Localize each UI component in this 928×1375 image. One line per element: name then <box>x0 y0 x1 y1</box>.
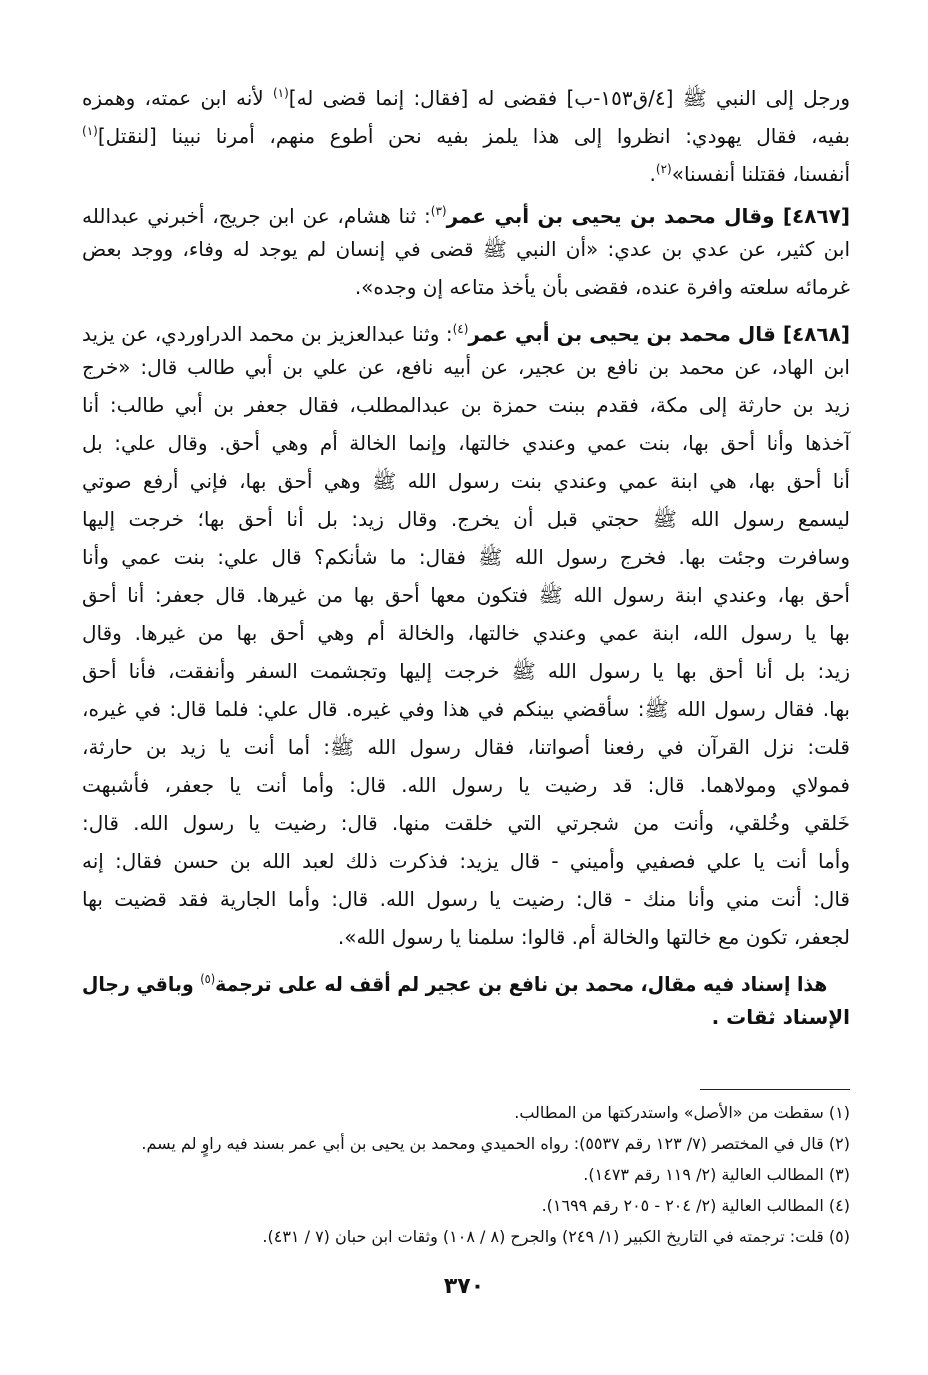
text-line <box>82 804 850 842</box>
text-line <box>81 960 850 998</box>
text-line <box>82 230 850 268</box>
text-line <box>82 500 850 538</box>
text-span: ابن كثير، عن عدي بن عدي: «أن النبي ﷺ قضى في إنسان لم يوجد له وفاء، ووجد بعض <box>82 237 850 261</box>
text-span: زيد بن حارثة إلى مكة، فقدم ببنت حمزة بن عبدالمطلب، فقال جعفر بن أبي طالب: أنا <box>82 393 850 417</box>
text-span: فمولاي ومولاهما. قال: قد رضيت يا رسول الله. قال: وأما أنت يا جعفر، فأشبهت <box>82 773 850 797</box>
text-span: قلت: نزل القرآن في رفعنا أصواتنا، فقال رسول الله ﷺ: أما أنت يا زيد بن حارثة، <box>82 735 850 759</box>
text-span: زيد: بل أنا أحق بها يا رسول الله ﷺ خرجت إليها وتجشمت السفر وأنفقت، فأنا أحق <box>82 659 850 683</box>
text-line <box>82 766 850 804</box>
text-span: . <box>649 162 656 186</box>
text-line <box>82 462 850 500</box>
text-span: قال: أنت مني وأنا منك - قال: رضيت يا رسول الله. قال: وأما الجارية فقد قضيت بها <box>82 887 850 911</box>
bold-text: هذا إسناد فيه مقال، محمد بن نافع بن عجير لم أقف له على ترجمة <box>215 972 828 996</box>
text-line <box>82 424 850 462</box>
main-text <box>82 74 850 1040</box>
text-span: أنفسنا، فقتلنا أنفسنا» <box>671 162 850 186</box>
text-line <box>82 386 850 424</box>
text-span: وسافرت وجئت بها. فخرج رسول الله ﷺ فقال: ما شأنكم؟ قال علي: بنت عمي وأنا <box>82 545 850 569</box>
paragraph <box>82 960 850 1036</box>
footnote: (١) سقطت من «الأصل» واستدركتها من المطالب. <box>514 1103 850 1122</box>
footnote: (٤) المطالب العالية (٢/ ٢٠٤ - ٢٠٥ رقم ١٦٩٩). <box>541 1196 850 1215</box>
text-line <box>82 192 850 230</box>
paragraph <box>82 310 850 956</box>
paragraph <box>82 74 850 188</box>
text-span: لأنه ابن عمته، وهمزه <box>82 86 273 110</box>
page-number: ٣٧٠ <box>443 1274 485 1299</box>
footnote: (٥) قلت: ترجمته في التاريخ الكبير (١/ ٢٤٩) والجرح (٨ / ١٠٨) وثقات ابن حبان (٧ / ٤٣١). <box>262 1227 850 1246</box>
footnote-ref: (٥) <box>200 972 216 986</box>
text-span: أنا أحق بها، هي ابنة عمي وعندي بنت رسول الله ﷺ وهي أحق بها، فإني أرفع صوتي <box>82 469 850 493</box>
text-line <box>82 728 850 766</box>
text-line <box>82 348 850 386</box>
text-line <box>82 652 850 690</box>
text-line <box>82 918 850 956</box>
footnote-ref: (٣) <box>430 204 447 218</box>
footnote-ref: (١) <box>82 124 98 138</box>
footnotes <box>82 1097 850 1252</box>
text-span: خَلقي وخُلقي، وأنت من شجرتي التي خلقت منها. قال: رضيت يا رسول الله. قال: <box>82 811 850 835</box>
footnote-separator <box>700 1089 850 1090</box>
text-line <box>82 150 850 188</box>
bold-text: الإسناد ثقات . <box>711 1005 850 1029</box>
text-span: لجعفر، تكون مع خالتها والخالة أم. قالوا: سلمنا يا رسول الله». <box>337 925 850 949</box>
text-span: ورجل إلى النبي ﷺ [٤/ق١٥٣-ب] فقضى له [فقال: إنما قضى له] <box>288 86 850 110</box>
text-line <box>82 74 850 112</box>
text-line <box>82 576 850 614</box>
bold-text: وباقي رجال <box>81 972 201 996</box>
text-line <box>82 310 850 348</box>
text-line <box>82 690 850 728</box>
footnote-ref: (٤) <box>452 322 469 336</box>
text-span: آخذها وأنا أحق بها، بنت عمي وعندي خالتها، وإنما الخالة أم وهي أحق. وقال علي: بل <box>82 431 850 455</box>
text-span: غرمائه سلعته وافرة عنده، فقضى بأن يأخذ متاعه إن وجده». <box>354 275 850 299</box>
text-span: ليسمع رسول الله ﷺ حجتي قبل أن يخرج. وقال زيد: بل أنا أحق بها؛ خرجت إليها <box>82 507 850 531</box>
text-span: بفيه، فقال يهودي: انظروا إلى هذا يلمز بفيه نحن أطوع منهم، أمرنا نبينا [لنقتل] <box>97 124 850 148</box>
text-span: بها يا رسول الله، ابنة عمي وعندي خالتها، والخالة أم وهي أحق بها من غيرها. وقال <box>82 621 850 645</box>
footnote-ref: (١) <box>272 86 289 100</box>
text-line <box>82 268 850 306</box>
text-span: ابن الهاد، عن محمد بن نافع بن عجير، عن أبيه نافع، عن علي بن أبي طالب قال: «خرج <box>82 355 850 379</box>
text-line <box>82 112 850 150</box>
bold-text: [٤٨٦٨] قال محمد بن يحيى بن أبي عمر <box>468 322 850 346</box>
text-line <box>82 842 850 880</box>
text-span: بها. فقال رسول الله ﷺ: سأقضي بينكم في هذا وفي غيره. قال علي: فلما قال: في غيره، <box>82 697 850 721</box>
footnote: (٢) قال في المختصر (٧/ ١٢٣ رقم ٥٥٣٧): رواه الحميدي ومحمد بن يحيى بن أبي عمر بسند فيه راوٍ لم يسم. <box>141 1134 850 1153</box>
text-line <box>82 538 850 576</box>
footnote-ref: (٢) <box>655 162 672 176</box>
text-line <box>82 998 850 1036</box>
text-span: أحق بها، وعندي ابنة رسول الله ﷺ فتكون معها أحق بها من غيرها. قال جعفر: أنا أحق <box>82 583 850 607</box>
text-span: : وثنا عبدالعزيز بن محمد الدراوردي، عن يزيد <box>82 322 453 346</box>
text-line <box>82 614 850 652</box>
paragraph <box>82 192 850 306</box>
text-span: وأما أنت يا علي فصفيي وأميني - قال يزيد: فذكرت ذلك لعبد الله بن حسن فقال: إنه <box>82 849 850 873</box>
text-line <box>82 880 850 918</box>
bold-text: [٤٨٦٧] وقال محمد بن يحيى بن أبي عمر <box>446 204 850 228</box>
footnote: (٣) المطالب العالية (٢/ ١١٩ رقم ١٤٧٣). <box>583 1165 850 1184</box>
text-span: : ثنا هشام، عن ابن جريج، أخبرني عبدالله <box>82 204 431 228</box>
